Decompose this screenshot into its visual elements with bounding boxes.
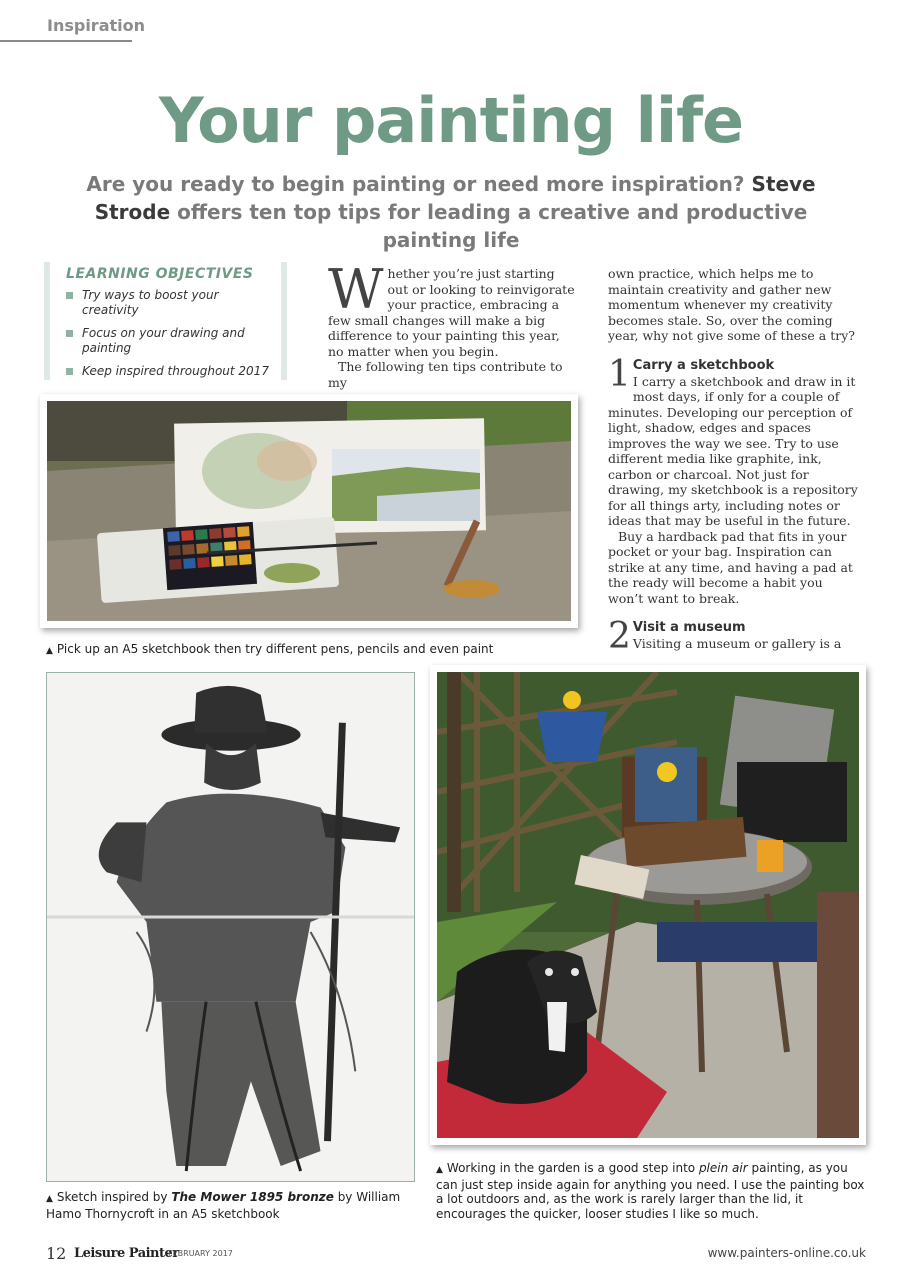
objective-item: Focus on your drawing and painting xyxy=(66,326,271,356)
standfirst-author: Steve Strode xyxy=(94,172,816,224)
triangle-up-icon: ▲ xyxy=(46,1194,53,1204)
photo-garden-dog xyxy=(430,665,866,1145)
photo-sketchbook-paintbox xyxy=(40,394,578,628)
plein-air-term: plein air xyxy=(698,1161,748,1175)
section-tag xyxy=(0,14,146,42)
triangle-up-icon: ▲ xyxy=(46,646,53,656)
standfirst-rest: offers ten top tips for leading a creative and productive painting life xyxy=(170,200,808,252)
square-bullet-icon xyxy=(66,292,73,299)
intro-paragraph-2: The following ten tips contribute to my xyxy=(328,359,563,390)
issue-date: FEBRUARY 2017 xyxy=(168,1249,233,1258)
objectives-list xyxy=(66,288,271,379)
tip-number: 2 xyxy=(608,616,631,657)
charcoal-sketch-illustration xyxy=(47,673,414,1181)
square-bullet-icon xyxy=(66,330,73,337)
intro-paragraph: Whether you’re just starting out or looking to reinvigorate your practice, embracing a few small changes will make a big difference to your painting this year, no matter when you begin. xyxy=(328,258,575,359)
caption-photo-2: ▲ Sketch inspired by The Mower 1895 bronze by William Hamo Thornycroft in an A5 sketchbook xyxy=(46,1190,401,1221)
tip-number: 1 xyxy=(608,353,631,395)
standfirst xyxy=(60,170,842,254)
page-footer xyxy=(46,1244,866,1264)
tip-text-2: Buy a hardback pad that fits in your pocket or your bag. Inspiration can strike at any time, and having a pad at the ready will become a habit you won’t want to break. xyxy=(608,528,853,606)
body-column-1 xyxy=(328,258,576,390)
magazine-logo: Leisure Painter xyxy=(74,1246,179,1261)
objective-item: Keep inspired throughout 2017 xyxy=(66,364,271,379)
tip-text: I carry a sketchbook and draw in it most days, if only for a couple of minutes. Developing our perception of light, shadow, edges and spaces improves the way we see. Try to use different media like graphite, ink, carbon or charcoal. Not just for drawing, my sketchbook is a repository for all things arty, including notes or ideas that may be useful in the future. xyxy=(608,373,858,528)
section-label: Inspiration xyxy=(47,16,146,35)
square-bullet-icon xyxy=(66,368,73,375)
artwork-title: The Mower 1895 bronze xyxy=(171,1190,334,1204)
tip-title: Carry a sketchbook xyxy=(632,357,775,373)
garden-photo-illustration xyxy=(437,672,859,1138)
page-title: Your painting life xyxy=(158,84,744,157)
standfirst-lead: Are you ready to begin painting or need more inspiration? xyxy=(86,172,752,196)
learning-objectives-box xyxy=(44,262,287,380)
objectives-heading: LEARNING OBJECTIVES xyxy=(66,266,254,282)
sketchbook-photo-illustration xyxy=(47,401,571,621)
tip-1 xyxy=(608,353,858,607)
continued-paragraph: own practice, which helps me to maintain creativity and gather new momentum whenever my creativity becomes stale. So, over the coming year, why not give some of these a try? xyxy=(608,266,855,343)
tip-title: Visit a museum xyxy=(632,620,746,635)
triangle-up-icon: ▲ xyxy=(436,1165,443,1175)
tip-text: Visiting a museum or gallery is a xyxy=(632,636,842,651)
drop-cap: W xyxy=(328,258,384,321)
caption-photo-1: ▲ Pick up an A5 sketchbook then try different pens, pencils and even paint xyxy=(46,642,494,656)
website-url: www.painters-online.co.uk xyxy=(707,1246,866,1260)
body-column-2 xyxy=(608,266,858,657)
page-number: 12 xyxy=(46,1244,67,1263)
tip-2 xyxy=(608,616,858,657)
objective-item: Try ways to boost your creativity xyxy=(66,288,271,318)
sketch-the-mower xyxy=(46,672,415,1182)
caption-photo-3: ▲ Working in the garden is a good step into plein air painting, as you can just step inside again for anything you need. I use the painting box a lot outdoors and, as the work is rarely larger than the lid, it encourages the quicker, looser studies I like so much. xyxy=(436,1161,865,1221)
